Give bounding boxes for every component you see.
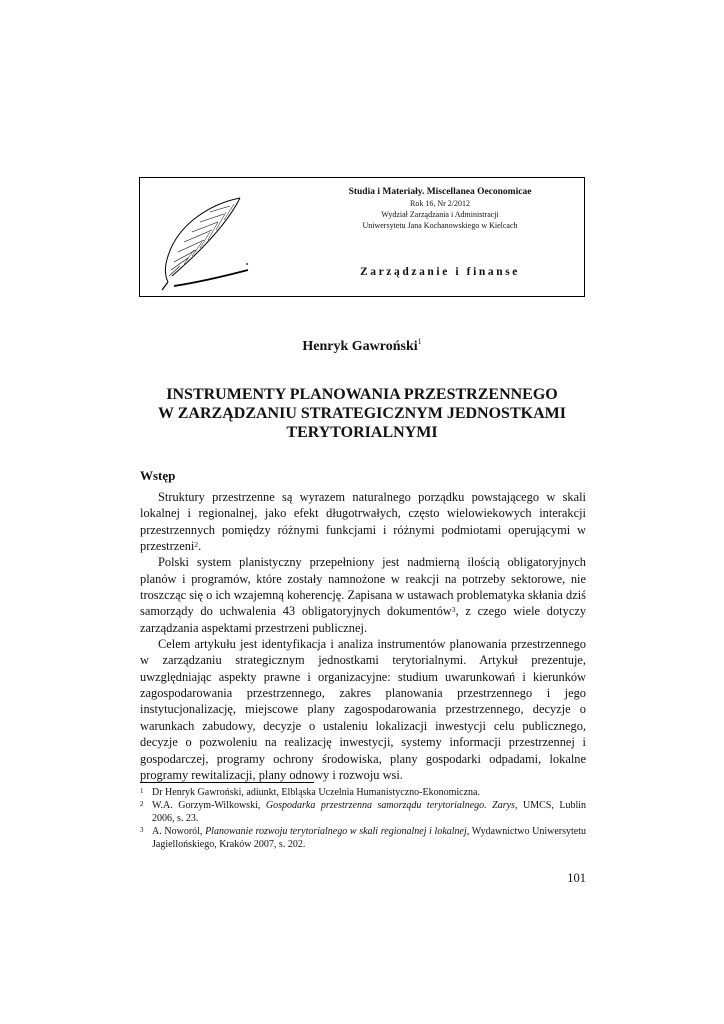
footnote-number: 1 [140,787,144,795]
footnote-text: Dr Henryk Gawroński, adiunkt, Elbląska Uczelnia Humanistyczno-Ekonomiczna. [152,787,480,798]
quill-pen-icon [150,192,250,292]
footnote [140,799,586,825]
author-footnote-ref[interactable]: 1 [417,337,422,346]
footnote-number: 2 [140,800,144,808]
paragraph-text: . [198,539,202,554]
title-line: TERYTORIALNYMI [286,424,438,441]
article-title [120,385,604,442]
paragraph-text: Polski system planistyczny przepełniony jest nadmierną ilością obligatoryjnych planów i programów, które zostały namnożone w reakcji na potrzeby sektorowe, nie troszcząc się o ich wzajemną koherencję. Zapisana w ustawach problematyka skłania dziś samorządy do uchwalenia 43 obligatoryjnych dokumentów [140,555,586,619]
paragraph-text: Struktury przestrzenne są wyrazem naturalnego porządku powstającego w skali lokalnej i regionalnej, jako efekt długotrwałych, często wielowiekowych interakcji przestrzennych pomiędzy różnymi funkcjami i różnymi podmiotami operującymi w przestrzeni [140,490,586,554]
journal-header-box [139,177,585,297]
footnote-title: Planowanie rozwoju terytorialnego w skali regionalnej i lokalnej, [205,826,470,837]
title-line: W ZARZĄDZANIU STRATEGICZNYM JEDNOSTKAMI [158,405,566,422]
journal-issue: Rok 16, Nr 2/2012 [410,199,470,208]
journal-info [300,187,580,231]
footnote-text: A. Noworól, [152,826,206,837]
footnote [140,825,586,851]
footnotes [140,786,586,851]
paragraph [140,489,586,554]
footnote-number: 3 [140,826,144,834]
title-line: INSTRUMENTY PLANOWANIA PRZESTRZENNEGO [166,386,558,403]
article-body [140,489,586,783]
article-author [0,339,724,355]
footnote [140,786,586,799]
page-number: 101 [567,871,586,885]
author-name: Henryk Gawroński [302,339,418,354]
paragraph [140,554,586,636]
footnote-text: W.A. Gorzym-Wilkowski, [152,800,266,811]
footnote-text: UMCS, Lublin 2006, s. 23. [152,800,587,824]
footnote-ref[interactable]: 3 [451,605,456,615]
footnote-divider [140,782,314,783]
journal-university: Uniwersytetu Jana Kochanowskiego w Kielcach [362,221,518,230]
journal-name: Studia i Materiały. Miscellanea Oeconomicae [348,187,532,197]
footnote-text: Wydawnictwo Uniwersytetu Jagiellońskiego, Kraków 2007, s. 202. [152,826,586,850]
journal-section: Zarządzanie i finanse [359,266,520,278]
paragraph-text: , z czego wiele dotyczy zarządzania aspektami przestrzeni publicznej. [140,604,587,635]
paragraph: Celem artykułu jest identyfikacja i analiza instrumentów planowania przestrzennego w zarządzaniu strategicznym jednostkami terytorialnymi. Artykuł prezentuje, uwzględniając aspekty prawne i organizacyjne: studium uwarunkowań i kierunków zagospodarowania przestrzennego, zakres planowania przestrzennego i jego instytucjonalizację, miejscowe plany zagospodarowania przestrzennego, decyzje o warunkach zabudowy, decyzje o ustaleniu lokalizacji inwestycji celu publicznego, decyzje o pozwoleniu na realizację inwestycji, systemy informacji przestrzennej i gospodarczej, programy ochrony środowiska, plany gospodarki odpadami, lokalne programy rewitalizacji, plany odnowy i rozwoju wsi. [140,637,586,782]
footnote-ref[interactable]: 2 [194,540,199,550]
section-heading: Wstęp [140,468,176,483]
footnote-title: Gospodarka przestrzenna samorządu terytorialnego. Zarys, [265,800,518,811]
journal-faculty: Wydział Zarządzania i Administracji [381,210,499,219]
